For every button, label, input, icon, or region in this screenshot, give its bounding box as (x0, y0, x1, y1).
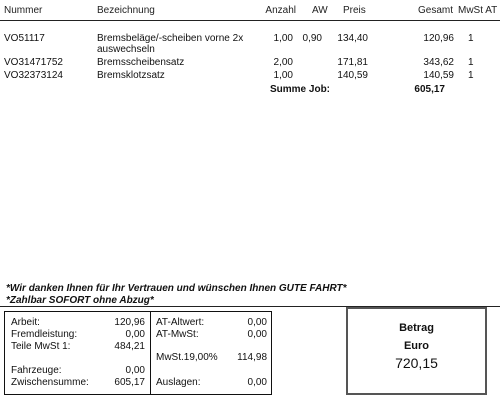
fahrzeuge-value: 0,00 (125, 365, 145, 376)
row-mwst: 1 (468, 33, 474, 44)
row-nummer: VO51117 (4, 33, 45, 44)
col-header-gesamt: Gesamt (417, 5, 453, 16)
col-header-anzahl: Anzahl (265, 5, 296, 16)
row-bezeichnung: Bremsklotzsatz (97, 70, 165, 81)
betrag-value: 720,15 (395, 355, 438, 371)
col-header-aw: AW (312, 5, 328, 16)
row-aw: 0,90 (302, 33, 322, 44)
fremdleistung-value: 0,00 (125, 329, 145, 340)
thank-you-note: *Wir danken Ihnen für Ihr Vertrauen und wünschen Ihnen GUTE FAHRT* (6, 283, 347, 294)
col-header-preis: Preis (343, 5, 366, 16)
teile-value: 484,21 (114, 341, 145, 352)
auslagen-label: Auslagen: (156, 377, 201, 388)
row-gesamt: 343,62 (423, 57, 454, 68)
arbeit-value: 120,96 (114, 317, 145, 328)
row-anzahl: 1,00 (273, 33, 293, 44)
row-anzahl: 1,00 (273, 70, 293, 81)
amount-due-box (346, 307, 487, 395)
mwst-label: MwSt.19,00% (156, 352, 218, 363)
fahrzeuge-label: Fahrzeuge: (11, 365, 62, 376)
payment-note: *Zahlbar SOFORT ohne Abzug* (6, 295, 154, 306)
row-gesamt: 120,96 (423, 33, 454, 44)
auslagen-value: 0,00 (247, 377, 267, 388)
betrag-label: Betrag (399, 322, 434, 334)
at-altwert-value: 0,00 (247, 317, 267, 328)
betrag-currency: Euro (403, 340, 430, 352)
zwischensumme-label: Zwischensumme: (11, 377, 89, 388)
totals-box-left (4, 311, 151, 395)
totals-box-middle (150, 311, 272, 395)
row-preis: 140,59 (337, 70, 368, 81)
row-mwst: 1 (468, 70, 474, 81)
at-altwert-label: AT-Altwert: (156, 317, 205, 328)
row-anzahl: 2,00 (273, 57, 293, 68)
row-bezeichnung: Bremsbeläge/-scheiben vorne 2x (97, 33, 244, 44)
fremdleistung-label: Fremdleistung: (11, 329, 78, 340)
mwst-value: 114,98 (237, 352, 267, 363)
row-mwst: 1 (468, 57, 474, 68)
col-header-mwst: MwSt AT (458, 5, 498, 16)
col-header-nummer: Nummer (4, 5, 43, 16)
row-bezeichnung: Bremsscheibensatz (97, 57, 185, 68)
row-gesamt: 140,59 (423, 70, 454, 81)
arbeit-label: Arbeit: (11, 317, 40, 328)
zwischensumme-value: 605,17 (114, 377, 145, 388)
summe-job-value: 605,17 (414, 84, 445, 95)
teile-label: Teile MwSt 1: (11, 341, 71, 352)
row-nummer: VO31471752 (4, 57, 63, 68)
row-preis: 171,81 (337, 57, 368, 68)
row-bezeichnung-cont: auswechseln (97, 44, 155, 55)
summe-job-label: Summe Job: (270, 84, 331, 95)
at-mwst-label: AT-MwSt: (156, 329, 199, 340)
row-nummer: VO32373124 (4, 70, 63, 81)
header-divider (0, 20, 500, 21)
at-mwst-value: 0,00 (247, 329, 267, 340)
col-header-bezeichnung: Bezeichnung (97, 5, 155, 16)
row-preis: 134,40 (337, 33, 368, 44)
